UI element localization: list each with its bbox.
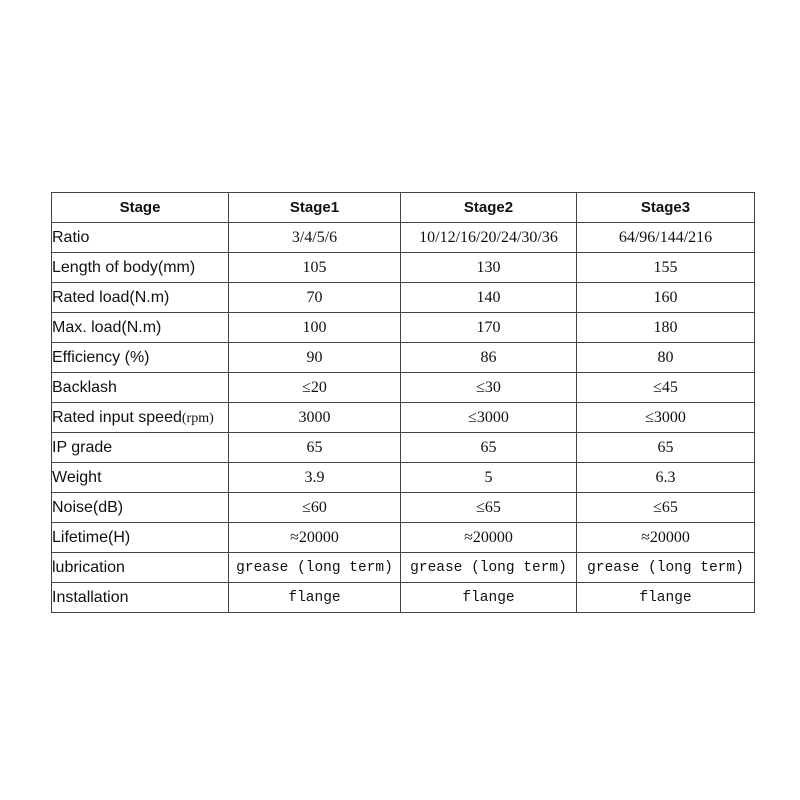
cell-value: 10/12/16/20/24/30/36 xyxy=(401,223,577,253)
row-label-text: IP grade xyxy=(52,438,113,456)
cell-value: ≤65 xyxy=(577,493,755,523)
table-row xyxy=(52,403,755,433)
table-row xyxy=(52,223,755,253)
row-label xyxy=(52,223,229,253)
table-row xyxy=(52,343,755,373)
row-label-text: Noise(dB) xyxy=(52,498,124,516)
row-label xyxy=(52,553,229,583)
cell-value: 155 xyxy=(577,253,755,283)
spec-body xyxy=(52,223,755,613)
cell-value: 90 xyxy=(229,343,401,373)
cell-value: 3000 xyxy=(229,403,401,433)
cell-value: 105 xyxy=(229,253,401,283)
row-label xyxy=(52,373,229,403)
cell-value: 140 xyxy=(401,283,577,313)
row-label-text: Max. load(N.m) xyxy=(52,318,162,336)
row-label xyxy=(52,283,229,313)
cell-value: 160 xyxy=(577,283,755,313)
cell-value: 80 xyxy=(577,343,755,373)
cell-value: grease (long term) xyxy=(229,553,401,583)
header-stage2: Stage2 xyxy=(401,193,577,223)
cell-value: 5 xyxy=(401,463,577,493)
row-label xyxy=(52,463,229,493)
row-label xyxy=(52,493,229,523)
cell-value: grease (long term) xyxy=(401,553,577,583)
cell-value: 3/4/5/6 xyxy=(229,223,401,253)
cell-value: ≤65 xyxy=(401,493,577,523)
row-label-text: Length of body(mm) xyxy=(52,258,196,276)
table-row xyxy=(52,583,755,613)
cell-value: 65 xyxy=(401,433,577,463)
header-stage3: Stage3 xyxy=(577,193,755,223)
row-label-text: Installation xyxy=(52,588,129,606)
cell-value: ≤3000 xyxy=(401,403,577,433)
table-row xyxy=(52,283,755,313)
header-row xyxy=(52,193,755,223)
cell-value: 3.9 xyxy=(229,463,401,493)
cell-value: ≤3000 xyxy=(577,403,755,433)
spec-table xyxy=(51,192,755,613)
cell-value: 180 xyxy=(577,313,755,343)
row-label-text: Weight xyxy=(52,468,102,486)
row-label xyxy=(52,343,229,373)
table-row xyxy=(52,433,755,463)
cell-value: ≈20000 xyxy=(401,523,577,553)
cell-value: ≈20000 xyxy=(577,523,755,553)
header-stage1: Stage1 xyxy=(229,193,401,223)
row-label-text: Ratio xyxy=(52,228,90,246)
cell-value: ≤20 xyxy=(229,373,401,403)
cell-value: 100 xyxy=(229,313,401,343)
cell-value: ≤30 xyxy=(401,373,577,403)
cell-value: 170 xyxy=(401,313,577,343)
cell-value: 86 xyxy=(401,343,577,373)
cell-value: ≤60 xyxy=(229,493,401,523)
cell-value: grease (long term) xyxy=(577,553,755,583)
row-label xyxy=(52,523,229,553)
cell-value: ≤45 xyxy=(577,373,755,403)
table-row xyxy=(52,523,755,553)
row-label-text: Backlash xyxy=(52,378,117,396)
cell-value: 65 xyxy=(229,433,401,463)
cell-value: flange xyxy=(577,583,755,613)
cell-value: 65 xyxy=(577,433,755,463)
row-label xyxy=(52,583,229,613)
header-stage: Stage xyxy=(52,193,229,223)
cell-value: 64/96/144/216 xyxy=(577,223,755,253)
table-row xyxy=(52,493,755,523)
cell-value: flange xyxy=(401,583,577,613)
table-row xyxy=(52,553,755,583)
row-label xyxy=(52,403,229,433)
cell-value: 70 xyxy=(229,283,401,313)
row-label xyxy=(52,433,229,463)
row-label-unit: (rpm) xyxy=(181,410,214,426)
row-label-text: Lifetime(H) xyxy=(52,528,131,546)
row-label-text: Rated input speed xyxy=(52,408,182,426)
cell-value: 6.3 xyxy=(577,463,755,493)
cell-value: ≈20000 xyxy=(229,523,401,553)
table-row xyxy=(52,253,755,283)
row-label-text: lubrication xyxy=(52,558,125,576)
cell-value: flange xyxy=(229,583,401,613)
table-row xyxy=(52,373,755,403)
row-label-text: Rated load(N.m) xyxy=(52,288,170,306)
table-row xyxy=(52,463,755,493)
table-row xyxy=(52,313,755,343)
row-label xyxy=(52,253,229,283)
row-label-text: Efficiency (%) xyxy=(52,348,150,366)
row-label xyxy=(52,313,229,343)
cell-value: 130 xyxy=(401,253,577,283)
